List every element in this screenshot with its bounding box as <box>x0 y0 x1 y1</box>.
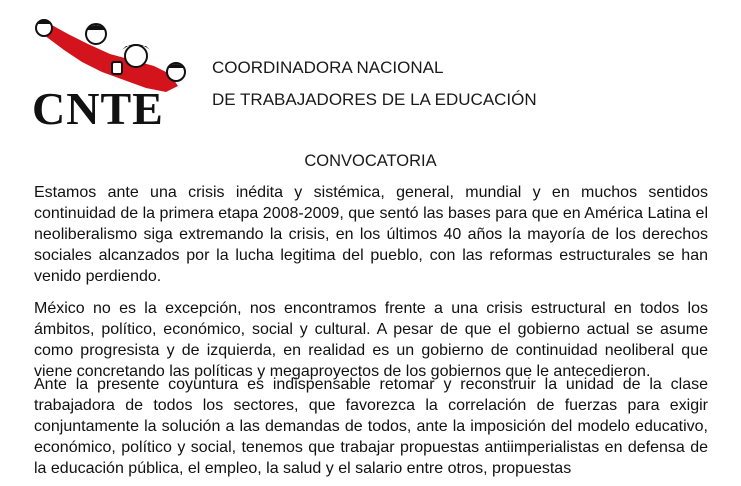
org-name-line-1: COORDINADORA NACIONAL <box>212 58 444 77</box>
face-icon-3 <box>125 45 147 67</box>
document-title: CONVOCATORIA <box>304 152 437 170</box>
hair-icon-1 <box>36 20 52 24</box>
cnte-logo <box>28 16 204 132</box>
fist-icon <box>112 62 122 74</box>
paragraph-2: México no es la excepción, nos encontramos frente a una crisis estructural en todos los ámbitos, político, económico, social y cultural. A pesar de que el gobierno actual se asume como progresista y de izquierda, en realidad es un gobierno de continuidad neoliberal que viene concretando las políticas y megaproyectos de los gobiernos que le antecedieron. <box>34 300 708 380</box>
paragraph-1: Estamos ante una crisis inédita y sistémica, general, mundial y en muchos sentidos continuidad de la primera etapa 2008-2009, que sentó las bases para que en América Latina el neoliberalismo siga extremando la crisis, en los últimos 40 años la mayoría de los derechos sociales alcanzados por la lucha legitima del pueblo, con las reformas estructurales se han venido perdiendo. <box>34 184 708 285</box>
org-name-line-2: DE TRABAJADORES DE LA EDUCACIÓN <box>212 90 537 109</box>
paragraph-3: Ante la presente coyuntura es indispensable retomar y reconstruir la unidad de la clase trabajadora de todos los sectores, que favorezca la correlación de fuerzas para exigir conjuntamente la solución a las demandas de todos, ante la imposición del modelo educativo, económico, político y social, tenemos que trabajar propuestas antiimperialistas en defensa de la educación pública, el empleo, la salud y el salario entre otros, propuestas <box>34 376 708 477</box>
logo-wordmark: CNTE <box>32 83 164 134</box>
mexico-map-shape <box>36 24 178 92</box>
